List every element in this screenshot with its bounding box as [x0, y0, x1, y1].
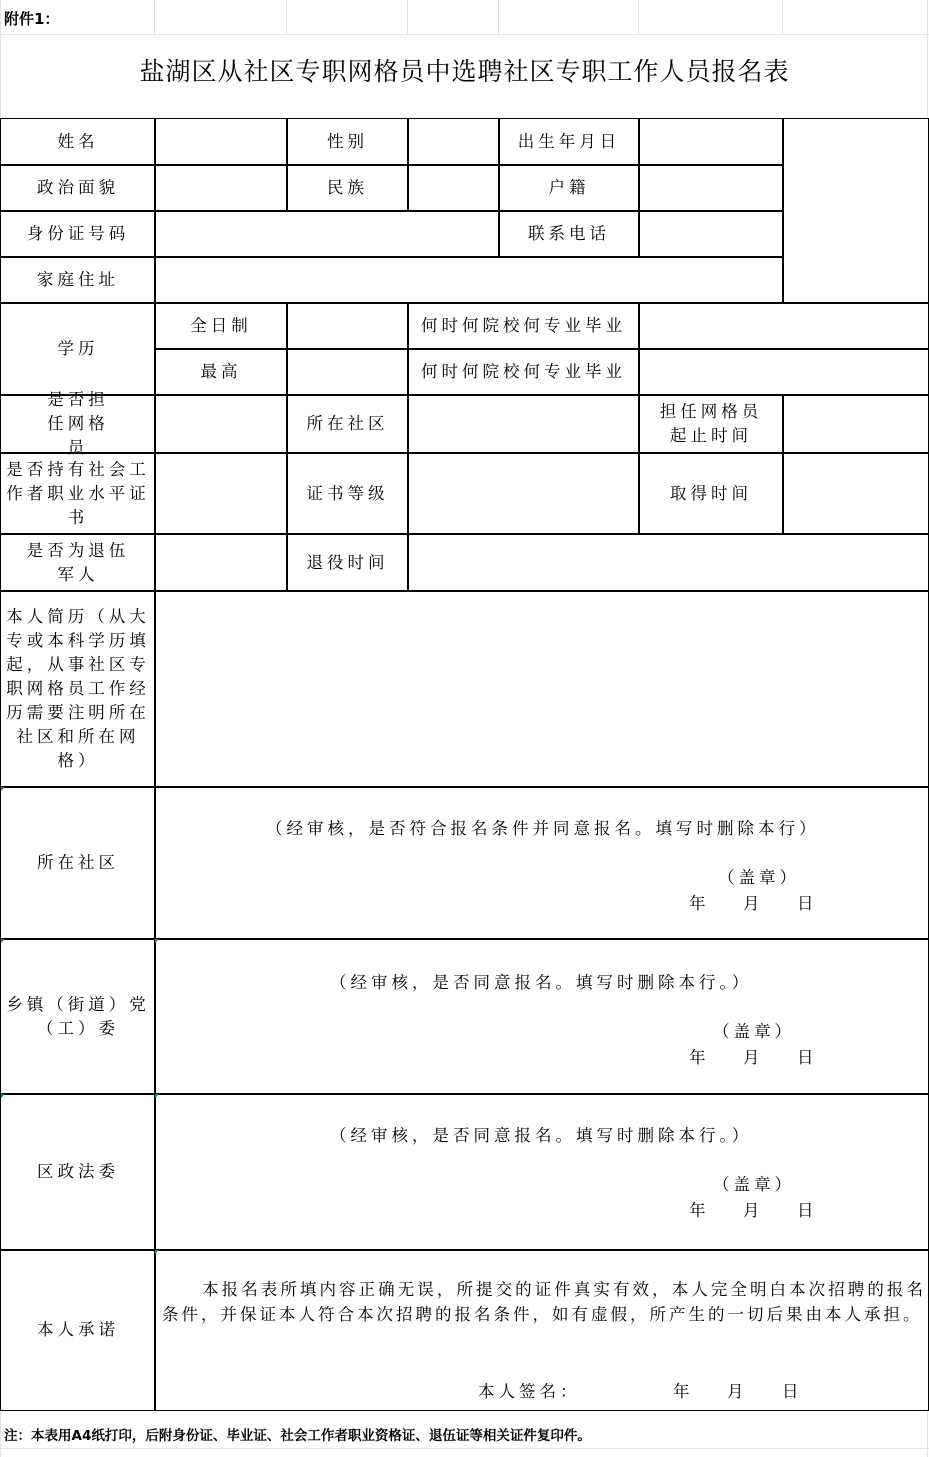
signature-day: 日 — [782, 1382, 803, 1401]
input-phone[interactable] — [638, 210, 784, 258]
date-month-town: 月 — [743, 1048, 764, 1067]
label-review-community: 所在社区 — [0, 786, 156, 940]
label-resume: 本人简历（从大专或本科学历填起，从事社区专职网格员工作经历需要注明所在社区和所在网格） — [0, 590, 156, 788]
date-year-district: 年 — [689, 1201, 710, 1220]
cell-marker — [1, 787, 5, 791]
input-is-grid-worker[interactable] — [154, 394, 288, 454]
input-resume[interactable] — [154, 590, 929, 788]
attachment-label: 附件1： — [4, 10, 60, 28]
label-grad-info-fulltime: 何时何院校何专业毕业 — [407, 302, 640, 350]
input-highest-degree[interactable] — [286, 348, 409, 396]
label-address: 家庭住址 — [0, 256, 156, 304]
commitment-text: 本报名表所填内容正确无误，所提交的证件真实有效，本人完全明白本次招聘的报名条件，并保证本人符合本次招聘的报名条件，如有虚假，所产生的一切后果由本人承担。 — [162, 1280, 926, 1324]
review-town-box[interactable] — [154, 938, 929, 1095]
label-is-veteran: 是否为退伍军人 — [0, 533, 156, 592]
label-discharge-time: 退役时间 — [286, 533, 409, 592]
cell-marker — [155, 1094, 159, 1098]
review-town-note: （经审核，是否同意报名。填写时删除本行。） — [330, 973, 753, 992]
date-month-community: 月 — [743, 894, 764, 913]
label-community: 所在社区 — [286, 394, 409, 454]
signature-year: 年 — [673, 1382, 694, 1401]
label-cert-level: 证书等级 — [286, 452, 409, 535]
input-ethnicity[interactable] — [407, 164, 500, 212]
form-title: 盐湖区从社区专职网格员中选聘社区专职工作人员报名表 — [139, 57, 790, 86]
review-community-box[interactable] — [154, 786, 929, 940]
input-is-veteran[interactable] — [154, 533, 288, 592]
input-grad-info-highest[interactable] — [638, 348, 929, 396]
label-household: 户籍 — [498, 164, 640, 212]
label-commitment: 本人承诺 — [0, 1249, 156, 1411]
seal-town: （盖章） — [713, 1022, 795, 1041]
date-day-district: 日 — [797, 1201, 818, 1220]
label-highest: 最高 — [154, 348, 288, 396]
photo-box[interactable] — [782, 118, 929, 304]
cell-marker — [1, 1094, 5, 1098]
signature-label: 本人签名： — [478, 1382, 581, 1401]
input-household[interactable] — [638, 164, 784, 212]
review-district-box[interactable] — [154, 1093, 929, 1251]
label-phone: 联系电话 — [498, 210, 640, 258]
input-discharge-time[interactable] — [407, 533, 929, 592]
cell-marker — [155, 1250, 159, 1254]
date-year-town: 年 — [689, 1048, 710, 1067]
input-political[interactable] — [154, 164, 288, 212]
input-has-certificate[interactable] — [154, 452, 288, 535]
input-address[interactable] — [154, 256, 784, 304]
input-grid-period[interactable] — [782, 394, 929, 454]
label-gender: 性别 — [286, 118, 409, 166]
label-grid-period: 担任网格员起止时间 — [638, 394, 784, 454]
cell-marker — [155, 939, 159, 943]
label-education: 学历 — [0, 302, 156, 396]
label-review-town: 乡镇（街道）党（工）委 — [0, 938, 156, 1095]
label-name: 姓名 — [0, 118, 156, 166]
signature-month: 月 — [727, 1382, 748, 1401]
input-community[interactable] — [407, 394, 640, 454]
seal-district: （盖章） — [713, 1175, 795, 1194]
review-community-note: （经审核，是否符合报名条件并同意报名。填写时删除本行） — [266, 819, 820, 838]
label-ethnicity: 民族 — [286, 164, 409, 212]
footnote: 注：本表用A4纸打印，后附身份证、毕业证、社会工作者职业资格证、退伍证等相关证件复印件。 — [4, 1428, 591, 1444]
input-gender[interactable] — [407, 118, 500, 166]
label-has-certificate: 是否持有社会工作者职业水平证书 — [0, 452, 156, 535]
date-year-community: 年 — [689, 894, 710, 913]
label-review-district: 区政法委 — [0, 1093, 156, 1251]
label-obtain-time: 取得时间 — [638, 452, 784, 535]
seal-community: （盖章） — [718, 868, 800, 887]
label-grad-info-highest: 何时何院校何专业毕业 — [407, 348, 640, 396]
label-political: 政治面貌 — [0, 164, 156, 212]
review-district-note: （经审核，是否同意报名。填写时删除本行。） — [330, 1126, 753, 1145]
date-month-district: 月 — [743, 1201, 764, 1220]
input-name[interactable] — [154, 118, 288, 166]
label-id-number: 身份证号码 — [0, 210, 156, 258]
input-birth[interactable] — [638, 118, 784, 166]
date-day-town: 日 — [797, 1048, 818, 1067]
label-birth: 出生年月日 — [498, 118, 640, 166]
input-cert-level[interactable] — [407, 452, 640, 535]
label-fulltime: 全日制 — [154, 302, 288, 350]
input-fulltime-degree[interactable] — [286, 302, 409, 350]
input-obtain-time[interactable] — [782, 452, 929, 535]
label-is-grid-worker: 是否担任网格员 — [0, 394, 156, 454]
cell-marker — [1, 939, 5, 943]
date-day-community: 日 — [797, 894, 818, 913]
input-id-number[interactable] — [154, 210, 500, 258]
input-grad-info-fulltime[interactable] — [638, 302, 929, 350]
